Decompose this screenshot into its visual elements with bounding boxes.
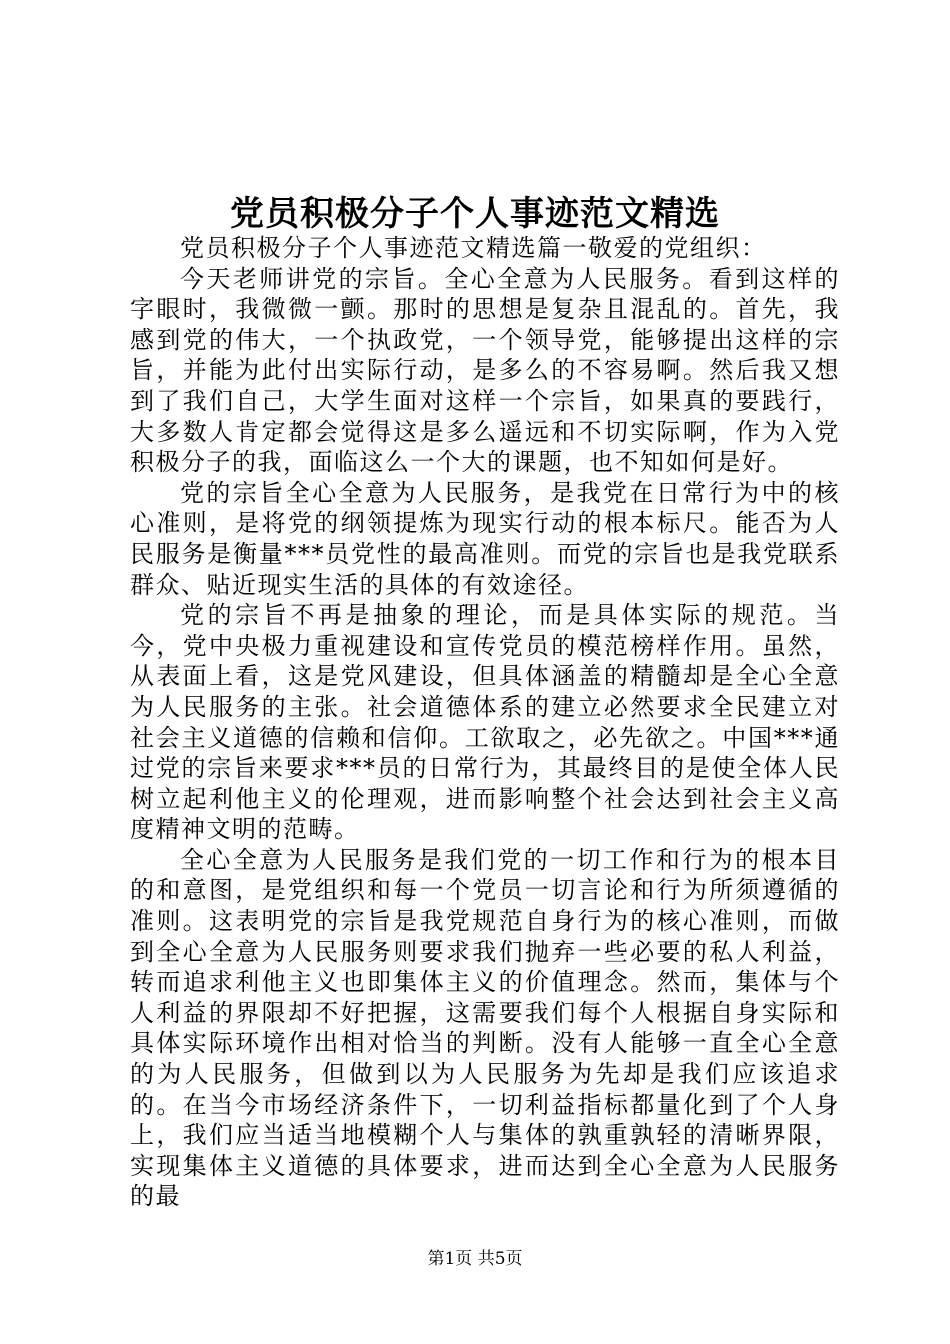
paragraph: 党的宗旨不再是抽象的理论，而是具体实际的规范。当今，党中央极力重视建设和宣传党员的模范榜样作用。虽然，从表面上看，这是党风建设，但具体涵盖的精髓却是全心全意为人民服务的主张。社会道德体系的建立必然要求全民建立对社会主义道德的信赖和信仰。工欲取之，必先欲之。中国***通过党的宗旨来要求***员的日常行为，其最终目的是使全体人民树立起利他主义的伦理观，进而影响整个社会达到社会主义高度精神文明的范畴。 [130,601,840,844]
document-body [130,233,840,1212]
paragraph: 党的宗旨全心全意为人民服务，是我党在日常行为中的核心准则，是将党的纲领提炼为现实行动的根本标尺。能否为人民服务是衡量***员党性的最高准则。而党的宗旨也是我党联系群众、贴近现实生活的具体的有效途径。 [130,478,840,599]
paragraph: 今天老师讲党的宗旨。全心全意为人民服务。看到这样的字眼时，我微微一颤。那时的思想是复杂且混乱的。首先，我感到党的伟大，一个执政党，一个领导党，能够提出这样的宗旨，并能为此付出实际行动，是多么的不容易啊。然后我又想到了我们自己，大学生面对这样一个宗旨，如果真的要践行，大多数人肯定都会觉得这是多么遥远和不切实际啊，作为入党积极分子的我，面临这么一个大的课题，也不知如何是好。 [130,264,840,477]
page-number-footer: 第1页 共5页 [427,1249,523,1269]
paragraph-heading: 党员积极分子个人事迹范文精选篇一敬爱的党组织： [180,234,767,262]
document-title: 党员积极分子个人事迹范文精选 [230,194,720,234]
paragraph: 全心全意为人民服务是我们党的一切工作和行为的根本目的和意图，是党组织和每一个党员一切言论和行为所须遵循的准则。这表明党的宗旨是我党规范自身行为的核心准则，而做到全心全意为人民服务则要求我们抛弃一些必要的私人利益，转而追求利他主义也即集体主义的价值理念。然而，集体与个人利益的界限却不好把握，这需要我们每个人根据自身实际和具体实际环境作出相对恰当的判断。没有人能够一直全心全意的为人民服务，但做到以为人民服务为先却是我们应该追求的。在当今市场经济条件下，一切利益指标都量化到了个人身上，我们应当适当地模糊个人与集体的孰重孰轻的清晰界限，实现集体主义道德的具体要求，进而达到全心全意为人民服务的最 [130,845,840,1211]
